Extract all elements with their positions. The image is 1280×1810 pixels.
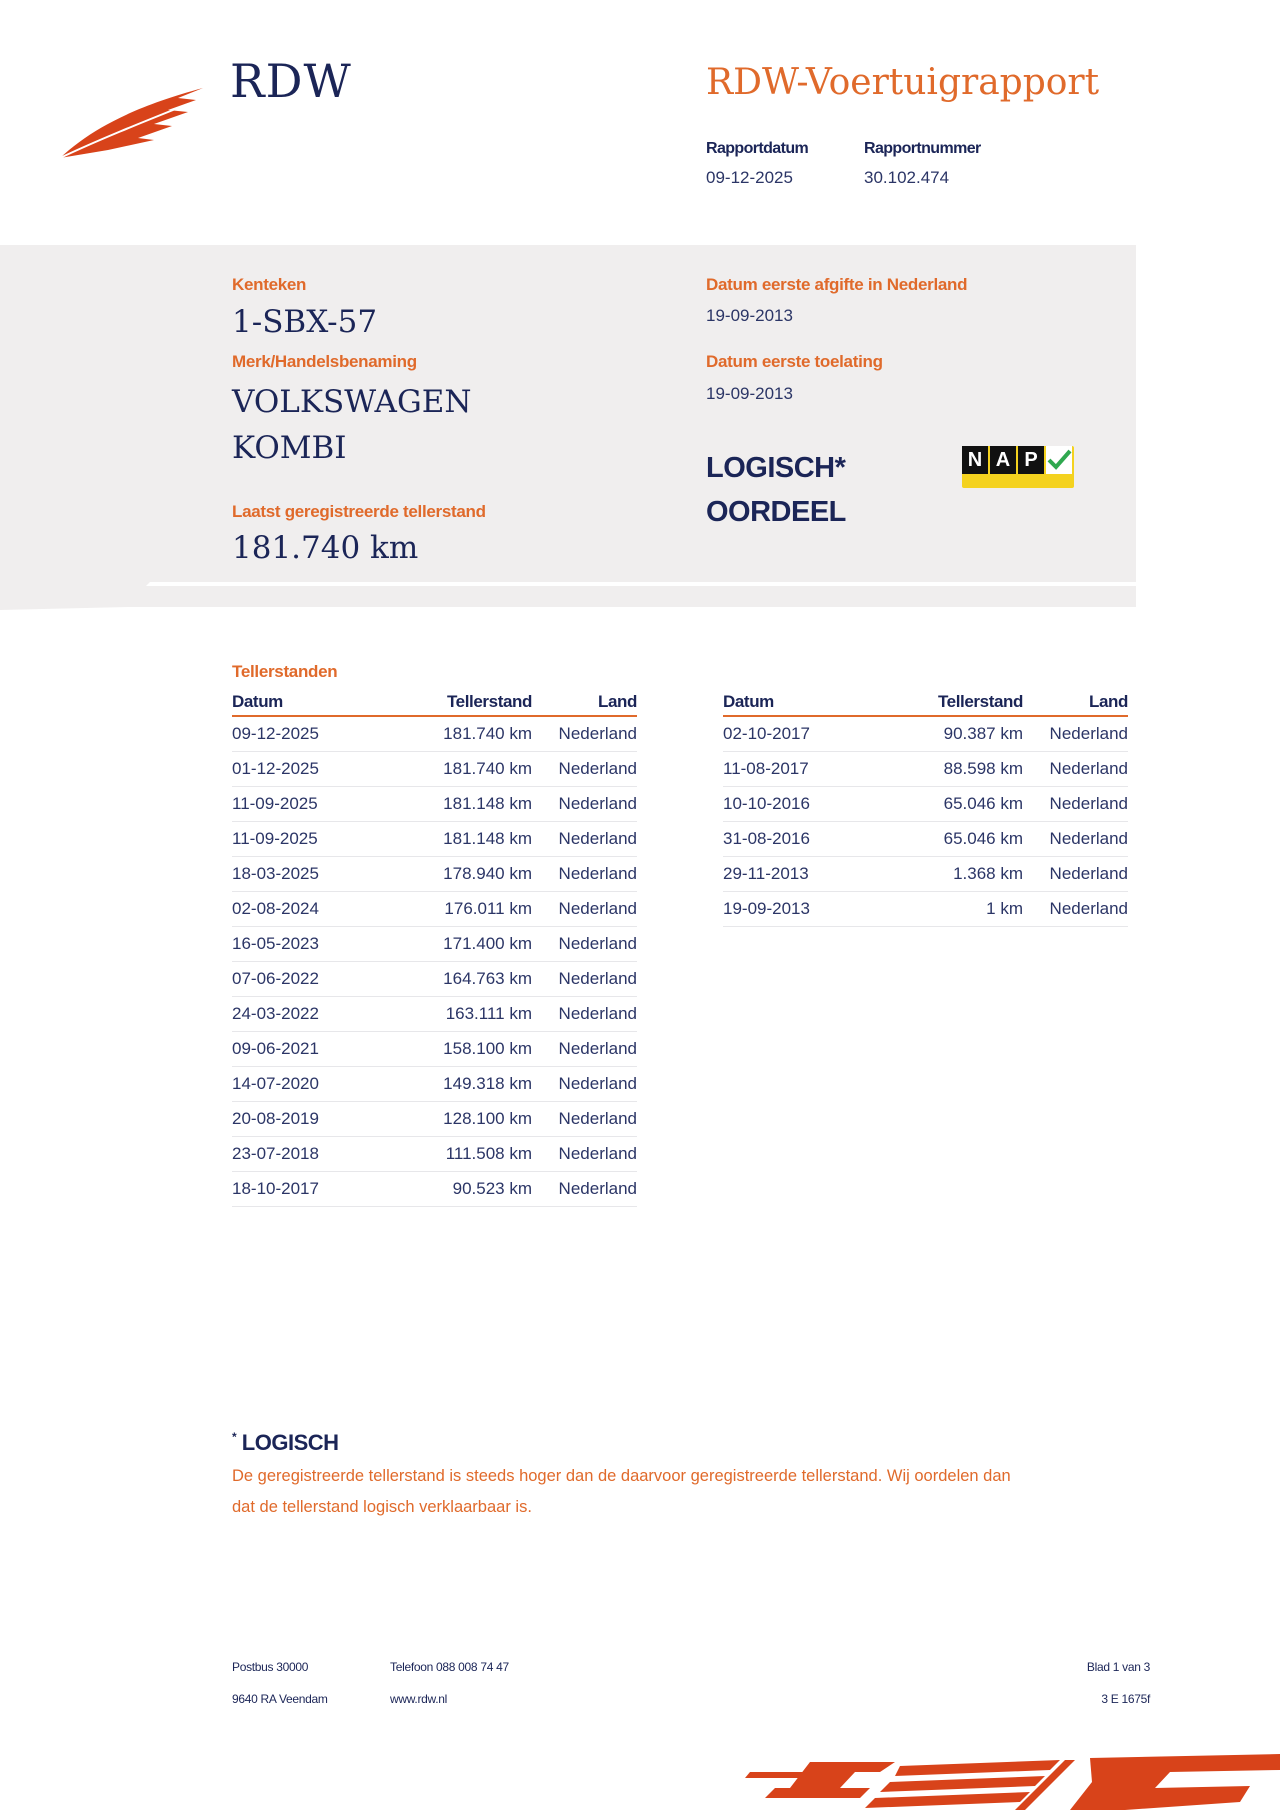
cell-land: Nederland	[558, 1144, 637, 1163]
cell-land: Nederland	[1049, 759, 1128, 778]
cell-land: Nederland	[1049, 864, 1128, 883]
cell-land: Nederland	[558, 864, 637, 883]
first-admission-label: Datum eerste toelating	[706, 352, 883, 371]
footer-page-number: Blad 1 van 3	[1086, 1660, 1150, 1674]
odometer-table-left	[232, 692, 637, 1207]
table-row	[723, 822, 1128, 857]
cell-tellerstand: 178.940 km	[443, 864, 532, 883]
footer-phone: Telefoon 088 008 74 47	[390, 1660, 509, 1674]
rdw-feather-logo	[58, 80, 208, 162]
model-value: KOMBI	[232, 430, 347, 466]
odometer-label: Laatst geregistreerde tellerstand	[232, 502, 486, 521]
cell-tellerstand: 90.387 km	[943, 724, 1023, 743]
cell-datum: 11-09-2025	[232, 794, 318, 813]
col-tellerstand: Tellerstand	[937, 692, 1023, 711]
cell-tellerstand: 149.318 km	[443, 1074, 532, 1093]
table-header	[232, 692, 637, 717]
cell-land: Nederland	[558, 794, 637, 813]
cell-tellerstand: 65.046 km	[943, 829, 1023, 848]
kenteken-value: 1-SBX-57	[232, 304, 378, 340]
cell-land: Nederland	[558, 934, 637, 953]
col-datum: Datum	[232, 692, 283, 711]
cell-land: Nederland	[558, 759, 637, 778]
cell-land: Nederland	[558, 1039, 637, 1058]
cell-tellerstand: 1 km	[986, 899, 1023, 918]
report-number: 30.102.474	[864, 168, 950, 187]
table-row	[723, 717, 1128, 752]
cell-land: Nederland	[558, 1109, 637, 1128]
cell-datum: 31-08-2016	[723, 829, 810, 848]
table-row	[232, 787, 637, 822]
cell-datum: 09-12-2025	[232, 724, 319, 743]
verdict-line1: LOGISCH*	[706, 452, 846, 484]
cell-tellerstand: 1.368 km	[953, 864, 1023, 883]
cell-land: Nederland	[1049, 829, 1128, 848]
brand-value: VOLKSWAGEN	[232, 384, 472, 420]
table-row	[232, 997, 637, 1032]
col-land: Land	[597, 692, 637, 711]
odometer-section-title: Tellerstanden	[232, 662, 338, 681]
cell-tellerstand: 181.148 km	[443, 794, 532, 813]
report-date-label: Rapportdatum	[706, 140, 809, 157]
table-row	[232, 892, 637, 927]
table-header	[723, 692, 1128, 717]
table-row	[232, 962, 637, 997]
decorative-stripes	[730, 1752, 1280, 1810]
nap-letter-p: P	[1018, 446, 1044, 474]
footer-website[interactable]: www.rdw.nl	[390, 1692, 448, 1706]
table-row	[232, 1137, 637, 1172]
cell-tellerstand: 176.011 km	[444, 899, 532, 918]
cell-tellerstand: 158.100 km	[443, 1039, 532, 1058]
cell-datum: 11-09-2025	[232, 829, 318, 848]
cell-tellerstand: 111.508 km	[445, 1144, 532, 1163]
cell-datum: 01-12-2025	[232, 759, 319, 778]
cell-land: Nederland	[558, 899, 637, 918]
cell-datum: 02-08-2024	[232, 899, 319, 918]
cell-land: Nederland	[558, 1004, 637, 1023]
note-text-line2: dat de tellerstand logisch verklaarbaar is.	[232, 1498, 532, 1516]
cell-datum: 19-09-2013	[723, 899, 810, 918]
nap-check-box	[1046, 446, 1072, 474]
rdw-logo-text: RDW	[230, 54, 352, 108]
cell-tellerstand: 181.740 km	[443, 724, 532, 743]
col-land: Land	[1088, 692, 1128, 711]
cell-datum: 24-03-2022	[232, 1004, 319, 1023]
kenteken-label: Kenteken	[232, 275, 307, 294]
panel-bottom-cut	[0, 582, 1136, 612]
cell-datum: 02-10-2017	[723, 724, 810, 743]
cell-land: Nederland	[1049, 899, 1128, 918]
nap-letter-n: N	[962, 446, 988, 474]
cell-tellerstand: 181.148 km	[443, 829, 532, 848]
report-title: RDW-Voertuigrapport	[706, 62, 1100, 103]
verdict-line2: OORDEEL	[706, 496, 846, 528]
cell-tellerstand: 88.598 km	[943, 759, 1023, 778]
cell-tellerstand: 65.046 km	[943, 794, 1023, 813]
cell-datum: 18-03-2025	[232, 864, 319, 883]
nap-badge	[962, 446, 1074, 488]
table-row	[232, 927, 637, 962]
first-issue-value: 19-09-2013	[706, 306, 793, 325]
table-row	[232, 717, 637, 752]
odometer-value: 181.740 km	[232, 530, 419, 566]
table-row	[232, 1067, 637, 1102]
col-tellerstand: Tellerstand	[446, 692, 532, 711]
cell-tellerstand: 128.100 km	[443, 1109, 532, 1128]
footer-address2: 9640 RA Veendam	[232, 1692, 328, 1706]
cell-tellerstand: 164.763 km	[443, 969, 532, 988]
table-row	[723, 752, 1128, 787]
cell-datum: 10-10-2016	[723, 794, 810, 813]
table-row	[232, 857, 637, 892]
cell-datum: 23-07-2018	[232, 1144, 319, 1163]
cell-datum: 29-11-2013	[723, 864, 809, 883]
cell-datum: 18-10-2017	[232, 1179, 319, 1198]
col-datum: Datum	[723, 692, 774, 711]
table-row	[723, 787, 1128, 822]
cell-datum: 11-08-2017	[723, 759, 809, 778]
table-row	[723, 857, 1128, 892]
report-number-label: Rapportnummer	[864, 140, 981, 157]
report-date: 09-12-2025	[706, 168, 793, 187]
cell-tellerstand: 181.740 km	[443, 759, 532, 778]
cell-datum: 07-06-2022	[232, 969, 319, 988]
first-admission-value: 19-09-2013	[706, 384, 793, 403]
cell-datum: 16-05-2023	[232, 934, 319, 953]
cell-land: Nederland	[1049, 724, 1128, 743]
table-row	[232, 822, 637, 857]
table-row	[232, 1172, 637, 1207]
table-row	[232, 752, 637, 787]
cell-land: Nederland	[558, 1179, 637, 1198]
cell-land: Nederland	[558, 829, 637, 848]
footer-code: 3 E 1675f	[1101, 1692, 1150, 1706]
cell-land: Nederland	[558, 1074, 637, 1093]
cell-land: Nederland	[558, 724, 637, 743]
cell-tellerstand: 90.523 km	[452, 1179, 532, 1198]
table-row	[232, 1102, 637, 1137]
cell-land: Nederland	[558, 969, 637, 988]
table-row	[723, 892, 1128, 927]
note-title-text: LOGISCH	[241, 1430, 339, 1455]
table-row	[232, 1032, 637, 1067]
nap-letter-a: A	[990, 446, 1016, 474]
cell-tellerstand: 171.400 km	[443, 934, 532, 953]
note-text-line1: De geregistreerde tellerstand is steeds hoger dan de daarvoor geregistreerde tellerstand. Wij oordelen dan	[232, 1467, 1011, 1485]
cell-tellerstand: 163.111 km	[445, 1004, 532, 1023]
footer-address1: Postbus 30000	[232, 1660, 309, 1674]
note-title: * LOGISCH	[232, 1430, 339, 1455]
cell-datum: 20-08-2019	[232, 1109, 319, 1128]
check-icon	[1046, 446, 1072, 474]
cell-land: Nederland	[1049, 794, 1128, 813]
odometer-table-right	[723, 692, 1128, 927]
cell-datum: 14-07-2020	[232, 1074, 319, 1093]
brand-label: Merk/Handelsbenaming	[232, 352, 417, 371]
first-issue-label: Datum eerste afgifte in Nederland	[706, 275, 968, 294]
vehicle-summary-panel	[0, 245, 1136, 607]
cell-datum: 09-06-2021	[232, 1039, 319, 1058]
